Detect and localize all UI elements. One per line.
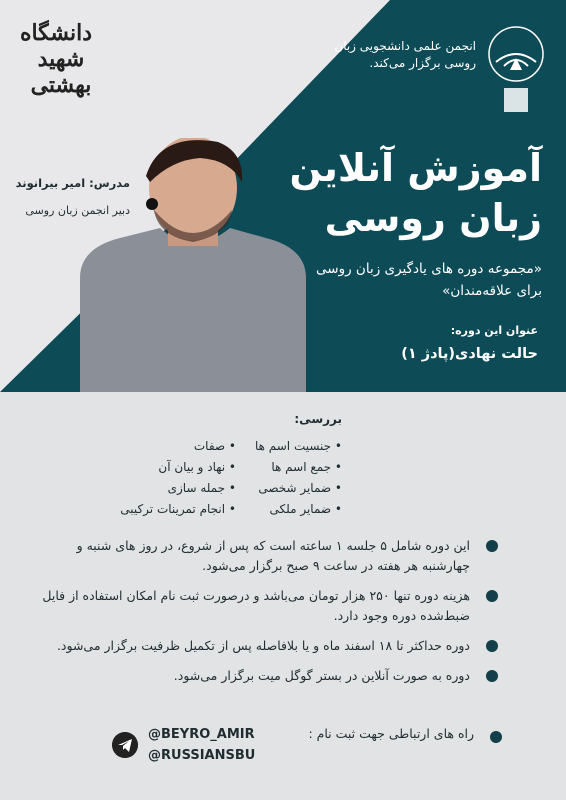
- telegram-icon[interactable]: [112, 732, 138, 758]
- course-label: عنوان این دوره:: [450, 324, 538, 337]
- info-text: دوره به صورت آنلاین در بستر گوگل میت برگزار می‌شود.: [173, 668, 470, 683]
- teacher-name: مدرس: امیر بیرانوند: [15, 176, 130, 190]
- bullet-dot-icon: [490, 731, 502, 743]
- bullet-dot-icon: [486, 670, 498, 682]
- list-item: • جمله سازی: [86, 478, 236, 499]
- info-item: [28, 586, 498, 626]
- university-logo: دانشگاه شهید بهشتی: [19, 20, 92, 98]
- title-line-2: زبان روسی: [324, 196, 542, 240]
- list-item: • ضمایر ملکی: [232, 499, 342, 520]
- association-text: انجمن علمی دانشجویی زبان روسی برگزار می‌کند.: [334, 39, 476, 70]
- info-item: [28, 666, 498, 686]
- bullet-dot-icon: [486, 640, 498, 652]
- review-column-1: [232, 436, 342, 520]
- subtitle: «مجموعه دوره های یادگیری زبان روسی برای علاقه‌مندان»: [316, 261, 542, 299]
- russian-society-logo: [484, 18, 548, 118]
- info-item: [28, 636, 498, 656]
- list-item: • ضمایر شخصی: [232, 478, 342, 499]
- list-item: • انجام تمرینات ترکیبی: [86, 499, 236, 520]
- bullet-dot-icon: [486, 590, 498, 602]
- info-text: این دوره شامل ۵ جلسه ۱ ساعته است که پس از شروع، در روز های شنبه و چهارشنبه هر هفته در ساعت ۹ صبح برگزار می‌شود.: [76, 538, 470, 573]
- list-item: • جنسیت اسم ها: [232, 436, 342, 457]
- info-text: هزینه دوره تنها ۲۵۰ هزار تومان می‌باشد و درصورت ثبت نام امکان استفاده از فایل ضبط‌شده دوره وجود دارد.: [42, 588, 470, 623]
- contact-handles: [148, 724, 255, 766]
- handle-link-1[interactable]: @BEYRO_AMIR: [148, 727, 255, 742]
- handle-link-2[interactable]: @RUSSIANSBU: [148, 748, 256, 763]
- contact-row: [112, 724, 502, 774]
- info-text: دوره حداکثر تا ۱۸ اسفند ماه و یا بلافاصله پس از تکمیل ظرفیت برگزار می‌شود.: [56, 638, 470, 653]
- list-item: • صفات: [86, 436, 236, 457]
- contact-text: راه های ارتباطی جهت ثبت نام :: [308, 726, 474, 741]
- review-column-2: [86, 436, 236, 520]
- review-title: بررسی:: [294, 412, 342, 426]
- teacher-role: دبیر انجمن زبان روسی: [25, 204, 130, 217]
- course-title: حالت نهادی(پادژ ۱): [401, 346, 538, 362]
- list-item: • نهاد و بیان آن: [86, 457, 236, 478]
- bullet-dot-icon: [486, 540, 498, 552]
- teacher-photo: [80, 138, 306, 392]
- info-list: [28, 536, 498, 696]
- title-line-1: آموزش آنلاین: [289, 146, 542, 190]
- list-item: • جمع اسم ها: [232, 457, 342, 478]
- info-item: [28, 536, 498, 576]
